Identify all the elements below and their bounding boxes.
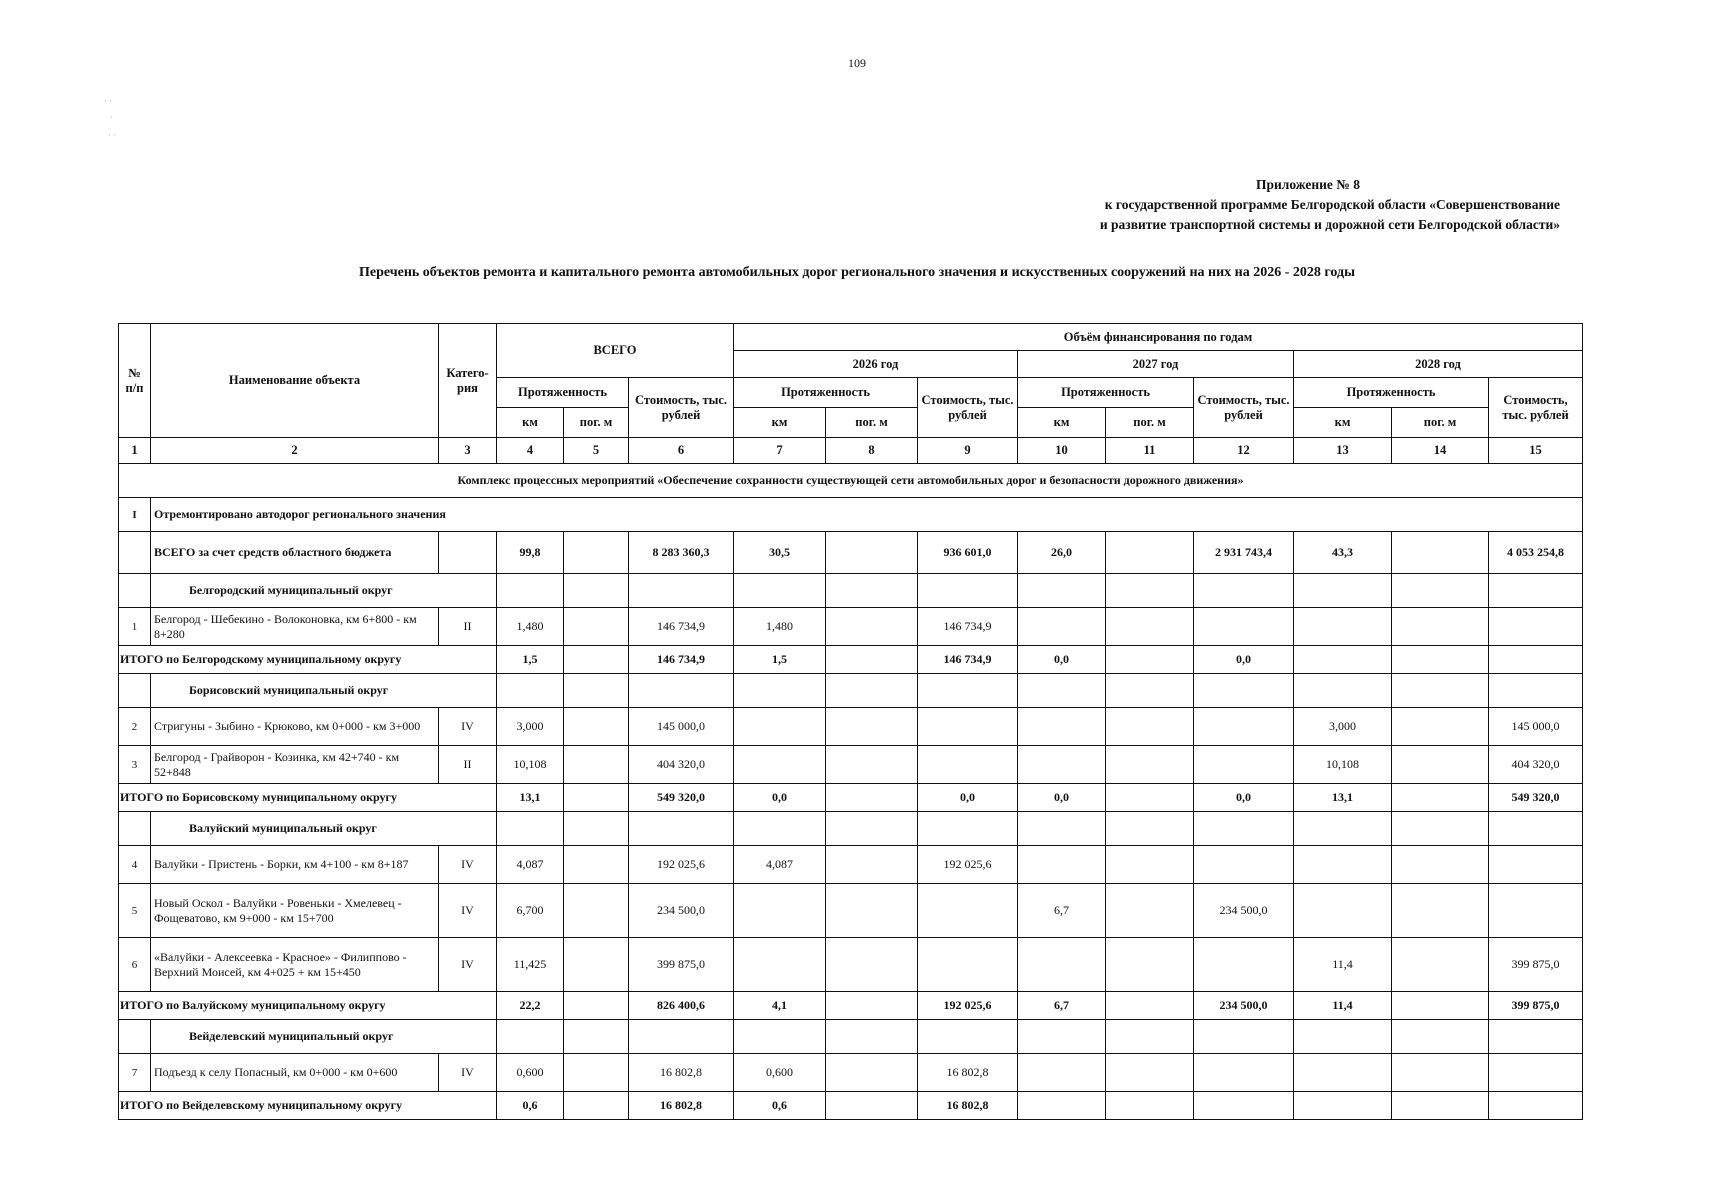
cost-2026 — [918, 884, 1018, 938]
row-number: 3 — [119, 746, 151, 784]
cost-2027 — [1194, 746, 1294, 784]
empty-cell — [1489, 574, 1583, 608]
grand-total-2027-cost: 2 931 743,4 — [1194, 532, 1294, 574]
m-2026 — [826, 1054, 918, 1092]
cost-2027 — [1194, 938, 1294, 992]
empty-cell — [564, 812, 629, 846]
district-cost-2026: 16 802,8 — [918, 1092, 1018, 1120]
km-2026 — [734, 746, 826, 784]
object-name: «Валуйки - Алексеевка - Красное» - Филиппово - Верхний Моисей, км 4+025 + км 15+450 — [151, 938, 439, 992]
m-2027 — [1106, 608, 1194, 646]
district-km-2028: 13,1 — [1294, 784, 1392, 812]
empty-cell — [1194, 812, 1294, 846]
district-km-2026: 0,6 — [734, 1092, 826, 1120]
district-km-2028 — [1294, 646, 1392, 674]
total-cost: 192 025,6 — [629, 846, 734, 884]
grand-total-2027-km: 26,0 — [1018, 532, 1106, 574]
district-cost-2026: 146 734,9 — [918, 646, 1018, 674]
col-number: 7 — [734, 438, 826, 464]
row-number: 6 — [119, 938, 151, 992]
m-2026 — [826, 884, 918, 938]
category: II — [439, 746, 497, 784]
empty-cell — [1489, 812, 1583, 846]
row-number: 2 — [119, 708, 151, 746]
empty-cell — [1106, 1020, 1194, 1054]
district-total-label: ИТОГО по Белгородскому муниципальному округу — [119, 646, 497, 674]
km-2027: 6,7 — [1018, 884, 1106, 938]
km-2028: 3,000 — [1294, 708, 1392, 746]
empty-cell — [826, 574, 918, 608]
district-header-row — [119, 1020, 1583, 1054]
district-total-cost: 549 320,0 — [629, 784, 734, 812]
district-total-cost: 16 802,8 — [629, 1092, 734, 1120]
empty-cell — [564, 574, 629, 608]
empty-cell — [497, 574, 564, 608]
empty-cell — [629, 674, 734, 708]
district-name: Вейделевский муниципальный округ — [151, 1020, 497, 1054]
district-total-label: ИТОГО по Борисовскому муниципальному округу — [119, 784, 497, 812]
col-number: 1 — [119, 438, 151, 464]
cost-2027 — [1194, 708, 1294, 746]
row-number: 7 — [119, 1054, 151, 1092]
district-cost-2026: 0,0 — [918, 784, 1018, 812]
district-cost-2028 — [1489, 646, 1583, 674]
header-year-2027: 2027 год — [1018, 351, 1294, 378]
header-year-2026: 2026 год — [734, 351, 1018, 378]
district-total-label: ИТОГО по Вейделевскому муниципальному округу — [119, 1092, 497, 1120]
km-2026 — [734, 938, 826, 992]
district-name: Белгородский муниципальный округ — [151, 574, 497, 608]
grand-total-cost: 8 283 360,3 — [629, 532, 734, 574]
row-number: 4 — [119, 846, 151, 884]
header-km: км — [497, 408, 564, 438]
grand-total-2028-km: 43,3 — [1294, 532, 1392, 574]
m-2026 — [826, 608, 918, 646]
col-number: 11 — [1106, 438, 1194, 464]
table-row — [119, 608, 1583, 646]
district-name: Валуйский муниципальный округ — [151, 812, 497, 846]
district-m-2026 — [826, 1092, 918, 1120]
header-length: Протяженность — [734, 378, 918, 408]
district-total-label: ИТОГО по Валуйскому муниципальному округу — [119, 992, 497, 1020]
header-m: пог. м — [1392, 408, 1489, 438]
empty-cell — [918, 574, 1018, 608]
district-m-2027 — [1106, 646, 1194, 674]
empty-cell — [734, 1020, 826, 1054]
km-2028: 11,4 — [1294, 938, 1392, 992]
table-header — [119, 324, 1583, 464]
empty-cell — [564, 1020, 629, 1054]
col-number: 13 — [1294, 438, 1392, 464]
district-cost-2027: 234 500,0 — [1194, 992, 1294, 1020]
district-m-2027 — [1106, 784, 1194, 812]
document-title: Перечень объектов ремонта и капитального ремонта автомобильных дорог регионального значения и искусственных сооружений на них на 2026 - 2028 годы — [358, 265, 1356, 280]
km-2028 — [1294, 846, 1392, 884]
district-header-row — [119, 574, 1583, 608]
empty-cell — [1018, 574, 1106, 608]
district-km-2028 — [1294, 1092, 1392, 1120]
table-row — [119, 746, 1583, 784]
district-cost-2028 — [1489, 1092, 1583, 1120]
empty-cell — [119, 812, 151, 846]
empty-cell — [734, 574, 826, 608]
total-cost: 146 734,9 — [629, 608, 734, 646]
m-2027 — [1106, 1054, 1194, 1092]
district-m-2026 — [826, 646, 918, 674]
empty-cell — [1106, 812, 1194, 846]
empty-cell — [1294, 1020, 1392, 1054]
scan-artifact: · — [110, 112, 113, 122]
m-2028 — [1392, 1054, 1489, 1092]
empty-cell — [734, 812, 826, 846]
cost-2027 — [1194, 846, 1294, 884]
km-2028 — [1294, 608, 1392, 646]
empty-cell — [119, 1020, 151, 1054]
category: IV — [439, 846, 497, 884]
district-total-m — [564, 1092, 629, 1120]
empty-cell — [1392, 574, 1489, 608]
empty-cell — [918, 812, 1018, 846]
district-total-cost: 826 400,6 — [629, 992, 734, 1020]
empty-cell — [918, 674, 1018, 708]
cost-2026 — [918, 708, 1018, 746]
header-length: Протяженность — [1294, 378, 1489, 408]
district-header-row — [119, 812, 1583, 846]
district-total-cost: 146 734,9 — [629, 646, 734, 674]
total-m — [564, 608, 629, 646]
empty-cell — [1392, 1020, 1489, 1054]
km-2026: 0,600 — [734, 1054, 826, 1092]
empty-cell — [826, 812, 918, 846]
header-total: ВСЕГО — [497, 324, 734, 378]
total-m — [564, 938, 629, 992]
total-km: 6,700 — [497, 884, 564, 938]
empty-cell — [826, 674, 918, 708]
empty-cell — [1392, 532, 1489, 574]
page-number: 109 — [848, 56, 866, 70]
empty-cell — [497, 812, 564, 846]
header-name: Наименование объекта — [151, 324, 439, 438]
header-cost: Стоимость, тыс. рублей — [1194, 378, 1294, 438]
district-total-row — [119, 992, 1583, 1020]
column-numbers-row — [119, 438, 1583, 464]
header-length: Протяженность — [1018, 378, 1194, 408]
m-2026 — [826, 938, 918, 992]
col-number: 5 — [564, 438, 629, 464]
district-m-2026 — [826, 784, 918, 812]
district-total-m — [564, 784, 629, 812]
total-m — [564, 708, 629, 746]
row-number: 5 — [119, 884, 151, 938]
district-m-2028 — [1392, 784, 1489, 812]
district-total-row — [119, 646, 1583, 674]
section-number: I — [119, 498, 151, 532]
category: IV — [439, 884, 497, 938]
cost-2028 — [1489, 608, 1583, 646]
col-number: 4 — [497, 438, 564, 464]
table-row — [119, 1054, 1583, 1092]
empty-cell — [564, 674, 629, 708]
object-name: Валуйки - Пристень - Борки, км 4+100 - км 8+187 — [151, 846, 439, 884]
header-km: км — [1018, 408, 1106, 438]
total-m — [564, 746, 629, 784]
empty-cell — [1489, 674, 1583, 708]
table-row — [119, 884, 1583, 938]
cost-2028 — [1489, 846, 1583, 884]
grand-total-km: 99,8 — [497, 532, 564, 574]
total-km: 3,000 — [497, 708, 564, 746]
empty-cell — [1194, 1020, 1294, 1054]
empty-cell — [1294, 674, 1392, 708]
district-m-2028 — [1392, 1092, 1489, 1120]
category: IV — [439, 708, 497, 746]
header-cost: Стоимость, тыс. рублей — [1489, 378, 1583, 438]
km-2027 — [1018, 1054, 1106, 1092]
scan-artifact: · · — [108, 130, 117, 140]
empty-cell — [119, 674, 151, 708]
header-m: пог. м — [826, 408, 918, 438]
cost-2026 — [918, 938, 1018, 992]
empty-cell — [497, 1020, 564, 1054]
empty-cell — [1018, 812, 1106, 846]
district-total-km: 22,2 — [497, 992, 564, 1020]
empty-cell — [1392, 674, 1489, 708]
col-number: 14 — [1392, 438, 1489, 464]
km-2027 — [1018, 746, 1106, 784]
category: IV — [439, 1054, 497, 1092]
km-2027 — [1018, 708, 1106, 746]
header-cost: Стоимость, тыс. рублей — [918, 378, 1018, 438]
total-m — [564, 884, 629, 938]
col-number: 9 — [918, 438, 1018, 464]
district-cost-2027: 0,0 — [1194, 646, 1294, 674]
m-2028 — [1392, 938, 1489, 992]
m-2027 — [1106, 846, 1194, 884]
total-m — [564, 1054, 629, 1092]
col-number: 8 — [826, 438, 918, 464]
empty-cell — [629, 1020, 734, 1054]
appendix-block — [1100, 175, 1560, 235]
district-total-row — [119, 1092, 1583, 1120]
grand-total-2026-km: 30,5 — [734, 532, 826, 574]
district-header-row — [119, 674, 1583, 708]
district-km-2027: 0,0 — [1018, 784, 1106, 812]
km-2027 — [1018, 938, 1106, 992]
empty-cell — [1294, 574, 1392, 608]
row-number: 1 — [119, 608, 151, 646]
km-2028 — [1294, 884, 1392, 938]
category: II — [439, 608, 497, 646]
m-2026 — [826, 746, 918, 784]
empty-cell — [826, 1020, 918, 1054]
grand-total-2028-cost: 4 053 254,8 — [1489, 532, 1583, 574]
m-2026 — [826, 846, 918, 884]
empty-cell — [1106, 574, 1194, 608]
km-2026 — [734, 884, 826, 938]
header-length: Протяженность — [497, 378, 629, 408]
district-cost-2027: 0,0 — [1194, 784, 1294, 812]
empty-cell — [564, 532, 629, 574]
km-2027 — [1018, 608, 1106, 646]
header-km: км — [734, 408, 826, 438]
m-2027 — [1106, 746, 1194, 784]
appendix-line: к государственной программе Белгородской области «Совершенствование — [1104, 197, 1560, 212]
district-name: Борисовский муниципальный округ — [151, 674, 497, 708]
cost-2026: 192 025,6 — [918, 846, 1018, 884]
district-total-m — [564, 992, 629, 1020]
empty-cell — [1392, 812, 1489, 846]
header-m: пог. м — [1106, 408, 1194, 438]
col-number: 15 — [1489, 438, 1583, 464]
header-cost: Стоимость, тыс. рублей — [629, 378, 734, 438]
km-2028: 10,108 — [1294, 746, 1392, 784]
cost-2027 — [1194, 608, 1294, 646]
district-total-m — [564, 646, 629, 674]
appendix-line: и развитие транспортной системы и дорожной сети Белгородской области» — [1099, 217, 1560, 232]
col-number: 2 — [151, 438, 439, 464]
district-total-km: 1,5 — [497, 646, 564, 674]
empty-cell — [1018, 1020, 1106, 1054]
grand-total-label: ВСЕГО за счет средств областного бюджета — [151, 532, 439, 574]
table-row — [119, 846, 1583, 884]
km-2028 — [1294, 1054, 1392, 1092]
district-km-2027: 6,7 — [1018, 992, 1106, 1020]
district-total-row — [119, 784, 1583, 812]
empty-cell — [1106, 532, 1194, 574]
object-name: Подъезд к селу Попасный, км 0+000 - км 0+600 — [151, 1054, 439, 1092]
table-row — [119, 708, 1583, 746]
complex-title: Комплекс процессных мероприятий «Обеспечение сохранности существующей сети автомобильных дорог и безопасности дорожного движения» — [119, 464, 1583, 498]
table-body — [119, 464, 1583, 1120]
district-cost-2028: 549 320,0 — [1489, 784, 1583, 812]
empty-cell — [439, 532, 497, 574]
cost-2027 — [1194, 1054, 1294, 1092]
empty-cell — [1018, 674, 1106, 708]
cost-2028 — [1489, 884, 1583, 938]
table-row — [119, 938, 1583, 992]
col-number: 6 — [629, 438, 734, 464]
cost-2026: 146 734,9 — [918, 608, 1018, 646]
cost-2028: 145 000,0 — [1489, 708, 1583, 746]
district-total-km: 0,6 — [497, 1092, 564, 1120]
total-cost: 404 320,0 — [629, 746, 734, 784]
total-km: 10,108 — [497, 746, 564, 784]
col-number: 3 — [439, 438, 497, 464]
total-cost: 16 802,8 — [629, 1054, 734, 1092]
district-m-2028 — [1392, 992, 1489, 1020]
m-2028 — [1392, 846, 1489, 884]
empty-cell — [497, 674, 564, 708]
empty-cell — [1106, 674, 1194, 708]
m-2027 — [1106, 708, 1194, 746]
header-year-2028: 2028 год — [1294, 351, 1583, 378]
km-2026 — [734, 708, 826, 746]
district-m-2027 — [1106, 1092, 1194, 1120]
category: IV — [439, 938, 497, 992]
total-km: 1,480 — [497, 608, 564, 646]
section-title: Отремонтировано автодорог регионального значения — [151, 498, 1583, 532]
object-name: Новый Оскол - Валуйки - Ровеньки - Хмелевец - Фощеватово, км 9+000 - км 15+700 — [151, 884, 439, 938]
district-m-2026 — [826, 992, 918, 1020]
empty-cell — [629, 812, 734, 846]
header-category: Катего-рия — [439, 324, 497, 438]
km-2026: 1,480 — [734, 608, 826, 646]
empty-cell — [734, 674, 826, 708]
total-m — [564, 846, 629, 884]
km-2027 — [1018, 846, 1106, 884]
scan-artifact: · · — [104, 96, 113, 106]
m-2028 — [1392, 708, 1489, 746]
district-m-2027 — [1106, 992, 1194, 1020]
total-cost: 145 000,0 — [629, 708, 734, 746]
header-num: № п/п — [119, 324, 151, 438]
grand-total-row — [119, 532, 1583, 574]
grand-total-2026-cost: 936 601,0 — [918, 532, 1018, 574]
km-2026: 4,087 — [734, 846, 826, 884]
object-name: Белгород - Шебекино - Волоконовка, км 6+800 - км 8+280 — [151, 608, 439, 646]
m-2028 — [1392, 884, 1489, 938]
district-km-2028: 11,4 — [1294, 992, 1392, 1020]
district-total-km: 13,1 — [497, 784, 564, 812]
district-cost-2028: 399 875,0 — [1489, 992, 1583, 1020]
district-km-2026: 4,1 — [734, 992, 826, 1020]
cost-2026 — [918, 746, 1018, 784]
empty-cell — [1294, 812, 1392, 846]
district-km-2027: 0,0 — [1018, 646, 1106, 674]
header-funding: Объём финансирования по годам — [734, 324, 1583, 351]
objects-table — [118, 323, 1583, 1120]
cost-2027: 234 500,0 — [1194, 884, 1294, 938]
total-km: 4,087 — [497, 846, 564, 884]
m-2027 — [1106, 938, 1194, 992]
object-name: Стригуны - Зыбино - Крюково, км 0+000 - км 3+000 — [151, 708, 439, 746]
empty-cell — [826, 532, 918, 574]
m-2026 — [826, 708, 918, 746]
district-m-2028 — [1392, 646, 1489, 674]
m-2027 — [1106, 884, 1194, 938]
col-number: 12 — [1194, 438, 1294, 464]
empty-cell — [119, 532, 151, 574]
total-cost: 399 875,0 — [629, 938, 734, 992]
m-2028 — [1392, 608, 1489, 646]
object-name: Белгород - Грайворон - Козинка, км 42+740 - км 52+848 — [151, 746, 439, 784]
district-cost-2026: 192 025,6 — [918, 992, 1018, 1020]
empty-cell — [1194, 674, 1294, 708]
district-km-2026: 1,5 — [734, 646, 826, 674]
empty-cell — [119, 574, 151, 608]
district-cost-2027 — [1194, 1092, 1294, 1120]
cost-2028: 399 875,0 — [1489, 938, 1583, 992]
district-km-2026: 0,0 — [734, 784, 826, 812]
empty-cell — [629, 574, 734, 608]
district-km-2027 — [1018, 1092, 1106, 1120]
total-cost: 234 500,0 — [629, 884, 734, 938]
cost-2028: 404 320,0 — [1489, 746, 1583, 784]
m-2028 — [1392, 746, 1489, 784]
cost-2026: 16 802,8 — [918, 1054, 1018, 1092]
total-km: 0,600 — [497, 1054, 564, 1092]
col-number: 10 — [1018, 438, 1106, 464]
empty-cell — [1194, 574, 1294, 608]
total-km: 11,425 — [497, 938, 564, 992]
header-km: км — [1294, 408, 1392, 438]
empty-cell — [918, 1020, 1018, 1054]
header-m: пог. м — [564, 408, 629, 438]
empty-cell — [1489, 1020, 1583, 1054]
cost-2028 — [1489, 1054, 1583, 1092]
appendix-number: Приложение № 8 — [1256, 177, 1360, 192]
